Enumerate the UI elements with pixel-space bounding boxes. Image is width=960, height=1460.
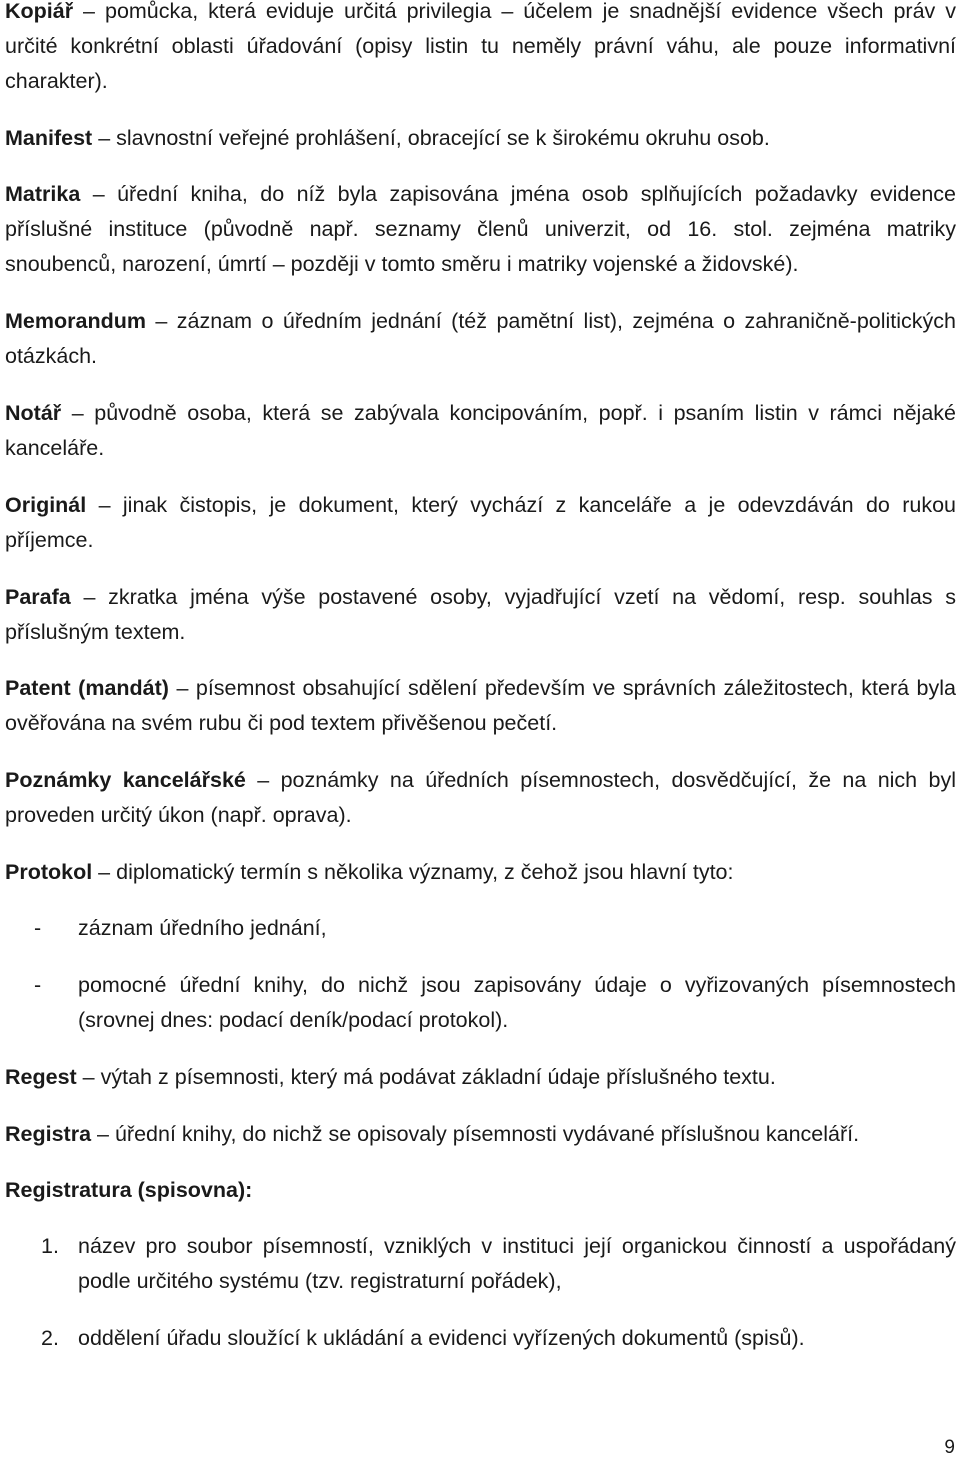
list-marker: - xyxy=(34,916,42,940)
glossary-entry-poznamky-kancelarske xyxy=(5,763,956,833)
glossary-definition: – původně osoba, která se zabývala koncipováním, popř. i psaním listin v rámci nějaké kanceláře. xyxy=(5,401,956,460)
glossary-term: Regest xyxy=(5,1065,77,1089)
list-marker: 1. xyxy=(41,1234,59,1258)
glossary-term: Parafa xyxy=(5,585,71,609)
glossary-entry-regest xyxy=(5,1060,956,1095)
glossary-definition: – poznámky na úředních písemnostech, dosvědčující, že na nich byl proveden určitý úkon (např. oprava). xyxy=(5,768,956,827)
glossary-term: Registra xyxy=(5,1122,92,1146)
glossary-definition: – výtah z písemnosti, který má podávat základní údaje příslušného textu. xyxy=(76,1065,776,1089)
glossary-term: Manifest xyxy=(5,126,93,150)
glossary-term: Matrika xyxy=(5,182,81,206)
glossary-definition: – úřední knihy, do nichž se opisovaly písemnosti vydávané příslušnou kanceláří. xyxy=(91,1122,860,1146)
list-item-text: název pro soubor písemností, vzniklých v instituci její organickou činností a uspořádaný podle určitého systému (tzv. registraturní pořádek), xyxy=(78,1234,956,1293)
list-item-text: oddělení úřadu sloužící k ukládání a evidenci vyřízených dokumentů (spisů). xyxy=(78,1326,805,1350)
glossary-entry-parafa xyxy=(5,580,956,650)
glossary-entry-original xyxy=(5,488,956,558)
glossary-term: Poznámky kancelářské xyxy=(5,768,246,792)
list-item-text: záznam úředního jednání, xyxy=(78,916,327,940)
glossary-definition: – slavnostní veřejné prohlášení, obracející se k širokému okruhu osob. xyxy=(92,126,770,150)
glossary-term: Registratura (spisovna): xyxy=(5,1178,253,1202)
glossary-definition: – diplomatický termín s několika významy, z čehož jsou hlavní tyto: xyxy=(92,860,734,884)
glossary-entry-notar xyxy=(5,396,956,466)
glossary-term: Kopiář xyxy=(5,0,74,23)
glossary-definition: – úřední kniha, do níž byla zapisována jména osob splňujících požadavky evidence příslušné instituce (původně např. seznamy členů univerzit, od 16. stol. zejména matriky snoubenců, narození, úmrtí – později v tomto směru i matriky vojenské a židovské). xyxy=(5,182,956,276)
glossary-entry-manifest xyxy=(5,121,956,156)
glossary-entry-protokol xyxy=(5,855,956,890)
glossary-term: Patent (mandát) xyxy=(5,676,169,700)
glossary-definition: – písemnost obsahující sdělení především ve správních záležitostech, která byla ověřována na svém rubu či pod textem přivěšenou pečetí. xyxy=(5,676,956,735)
glossary-entry-patent xyxy=(5,671,956,741)
glossary-entry-registra xyxy=(5,1117,956,1152)
glossary-definition: – pomůcka, která eviduje určitá privilegia – účelem je snadnější evidence všech práv v určité konkrétní oblasti úřadování (opisy listin tu neměly právní váhu, ale pouze informativní charakter). xyxy=(5,0,956,93)
glossary-entry-registratura xyxy=(5,1173,956,1208)
list-item-text: pomocné úřední knihy, do nichž jsou zapisovány údaje o vyřizovaných písemnostech (srovnej dnes: podací deník/podací protokol). xyxy=(78,973,956,1032)
glossary-definition: – zkratka jména výše postavené osoby, vyjadřující vzetí na vědomí, resp. souhlas s příslušným textem. xyxy=(5,585,956,644)
glossary-term: Notář xyxy=(5,401,62,425)
glossary-definition: – jinak čistopis, je dokument, který vychází z kanceláře a je odevzdáván do rukou příjemce. xyxy=(5,493,956,552)
list-marker: - xyxy=(34,973,42,997)
page-number: 9 xyxy=(944,1437,955,1458)
list-marker: 2. xyxy=(41,1326,59,1350)
glossary-definition: – záznam o úředním jednání (též pamětní list), zejména o zahraničně-politických otázkách. xyxy=(5,309,956,368)
glossary-term: Memorandum xyxy=(5,309,146,333)
glossary-entry-matrika xyxy=(5,177,956,282)
glossary-entry-memorandum xyxy=(5,304,956,374)
glossary-term: Originál xyxy=(5,493,87,517)
glossary-term: Protokol xyxy=(5,860,93,884)
glossary-entry-kopiar xyxy=(5,0,956,99)
